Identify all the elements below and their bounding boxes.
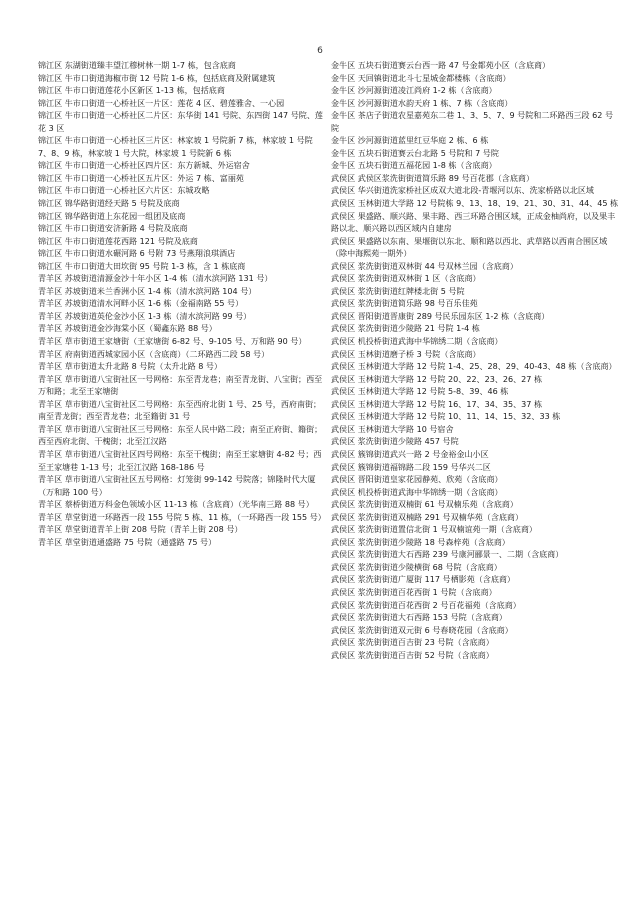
- entry: 武侯区 浆洗街街道双林街 44 号双林兰园（含底商）: [331, 261, 518, 271]
- entry: 锦江区 牛市口街道一心桥社区三片区：林家坡 1 号院新 7 栋，林家坡 1 号院 7、8、9 栋，林家坡 1 号大院，林家坡 1 号院新 6 栋: [38, 136, 313, 158]
- entry: 青羊区 苏坡街道清源金沙十年小区 1-4 栋（清水滨河路 131 号）: [38, 274, 273, 284]
- entry: 青羊区 草市街道王家塘街（王家塘街 6-82 号、9-105 号、万和路 90 号）: [38, 337, 307, 347]
- entry: 锦江区 锦华路街道上东花园一组团及底商: [38, 211, 186, 221]
- entry: 青羊区 苏坡街道英伦金沙小区 1-3 栋（清水滨河路 99 号）: [38, 311, 252, 321]
- entry: 武侯区 浆洗街街道百花西街 2 号百花福苑（含底商）: [331, 600, 521, 610]
- entry: 金牛区 天回镇街道北斗七星城金都楼栋（含底商）: [331, 73, 511, 83]
- entry: 青羊区 草市街道太升北路 8 号院（太升北路 8 号）: [38, 362, 222, 372]
- entry: 金牛区 沙河源街道水韵天府 1 栋、7 栋（含底商）: [331, 98, 513, 108]
- entry: 武侯区 浆洗街街道少陵路 18 号森梓苑（含底商）: [331, 537, 510, 547]
- entry: 武侯区 浆洗街街道百吉街 52 号院（含底商）: [331, 650, 494, 660]
- entry: 青羊区 草市街道八宝街社区四号网格：东至干槐街；南至王家塘街 4-82 号；西至王家塘巷 1-13 号；北至江汉路 168-186 号: [38, 449, 322, 472]
- left-column: [38, 60, 328, 549]
- entry: 武侯区 玉林街道大学路 10 号宿舍: [331, 424, 454, 434]
- entry: 武侯区 浆洗街街道少陵路 457 号院: [331, 437, 459, 447]
- entry: 青羊区 草堂街道青羊上街 208 号院（青羊上街 208 号）: [38, 525, 243, 535]
- entry: 锦江区 牛市口街道安济新路 4 号院及底商: [38, 224, 188, 234]
- entry: 锦江区 牛市口街道一心桥社区六片区：东城攻略: [38, 186, 210, 196]
- entry: 武侯区 玉林街道大学路 12 号院 5-8、39、46 栋: [331, 387, 509, 397]
- entry: 金牛区 五块石街道赛云台西一路 47 号金都苑小区（含底商）: [331, 61, 551, 70]
- entry: 青羊区 府南街道西城家园小区（含底商）（二环路西二段 58 号）: [38, 349, 270, 359]
- entry: 金牛区 茶店子街道农星嘉苑东二巷 1、3、5、7、9 号院和二环路西三段 62 号院: [331, 111, 613, 133]
- entry: 锦江区 牛市口街道一心桥社区一片区：莲花 4 区、碧莲雅舍、一心园: [38, 98, 285, 108]
- entry: 武侯区 玉林街道大学路 12 号院 10、11、14、15、32、33 栋: [331, 412, 561, 422]
- entry: 锦江区 牛市口街道大田坎街 95 号院 1-3 栋，含 1 栋底商: [38, 261, 246, 271]
- entry: 青羊区 蔡桥街道万科金色领域小区 11-13 栋（含底商）（光华南三路 88 号）: [38, 500, 314, 510]
- entry: 武侯区 浆洗街街道红牌楼北街 5 号院: [331, 286, 465, 296]
- entry: 武侯区 玉林街道大学路 12 号院栋 9、13、18、19、21、30、31、44、45 栋: [331, 199, 619, 209]
- entry: 武侯区 浆洗街街道少陵路 21 号院 1-4 栋: [331, 324, 480, 334]
- entry: 锦江区 牛市口街道莲花小区新区 1-13 栋，包括底商: [38, 86, 225, 96]
- entry: 武侯区 果盛路、顺兴路、果丰路、西三环路合围区域，正成金柚尚府，以及果丰路以北、顺兴路以西区域内自建房: [331, 211, 616, 234]
- entry: 青羊区 草堂街道通盛路 75 号院（通盛路 75 号）: [38, 537, 217, 547]
- entry: 青羊区 草市街道八宝街社区五号网格：灯笼街 99-142 号院落；锦隆时代大厦（万和路 100 号）: [38, 475, 316, 497]
- entry: 武侯区 浆洗街街道双林街 1 区（含底商）: [331, 274, 481, 284]
- entry: 武侯区 簇锦街道武兴一路 2 号金裕金山小区: [331, 449, 489, 459]
- entry: 武侯区 浆洗街街道双楠路 291 号双楠华苑（含底商）: [331, 512, 524, 522]
- entry: 青羊区 苏坡街道金沙海棠小区（蜀鑫东路 88 号）: [38, 324, 217, 334]
- entry: 锦江区 牛市口街道海椒市街 12 号院 1-6 栋，包括底商及附属建筑: [38, 73, 276, 83]
- entry: 武侯区 浆洗街街道大石西路 153 号院（含底商）: [331, 613, 507, 623]
- entry: 青羊区 草市街道八宝街社区三号网格：东至人民中路二段；南至正府街、籍街；西至西府北街、干槐街；北至江汉路: [38, 424, 323, 447]
- entry: 武侯区 玉林街道磨子桥 3 号院（含底商）: [331, 349, 481, 359]
- right-column: [331, 60, 621, 662]
- entry: 武侯区 晋阳街道晋康街 289 号民乐园东区 1-2 栋（含底商）: [331, 311, 550, 321]
- entry: 锦江区 东湖街道臻丰望江穆树林一期 1-7 栋，包含底商: [38, 61, 236, 70]
- entry: 锦江区 牛市口街道一心桥社区二片区：东华街 141 号院、东四街 147 号院、莲花 3 区: [38, 111, 323, 133]
- entry: 武侯区 华兴街道洗家桥社区成双大道北段-青堰河以东、洗家桥路以北区域: [331, 186, 594, 196]
- entry: 金牛区 五块石街道赛云台北路 5 号院和 7 号院: [331, 148, 499, 158]
- entry: 武侯区 晋阳街道皇家花园静苑、欣苑（含底商）: [331, 475, 503, 485]
- entry: 武侯区 浆洗街街道双楠街 61 号双楠乐苑（含底商）: [331, 500, 518, 510]
- entry: 武侯区 玉林街道大学路 12 号院 20、22、23、26、27 栋: [331, 374, 543, 384]
- entry: 锦江区 牛市口街道莲花西路 121 号院及底商: [38, 236, 198, 246]
- entry: 青羊区 苏坡街道清水河畔小区 1-6 栋（金福南路 55 号）: [38, 299, 244, 309]
- entry: 锦江区 牛市口街道水碾河路 6 号附 73 号燕翔浪琪酒店: [38, 249, 236, 259]
- entry: 金牛区 沙河源街道凌江尚府 1-2 栋（含底商）: [331, 86, 497, 96]
- entry: 青羊区 草堂街道一环路西一段 155 号院 5 栋、11 栋，（一环路西一段 155 号）: [38, 512, 326, 522]
- entry: 武侯区 果盛路以东南、果堰街以东北、顺和路以西北、武草路以西南合围区域（除中海熙苑一期外）: [331, 236, 608, 259]
- entry: 锦江区 牛市口街道一心桥社区五片区：外运 7 栋、富丽苑: [38, 173, 244, 183]
- page-number: 6: [317, 46, 323, 56]
- entry: 武侯区 机投桥街道武海中华锦绣一期（含底商）: [331, 487, 503, 497]
- entry: 金牛区 沙河源街道蓝里红豆华庭 2 栋、6 栋: [331, 136, 489, 146]
- entry: 武侯区 浆洗街街道少陵横街 68 号院（含底商）: [331, 562, 502, 572]
- entry: 武侯区 浆洗街街道简乐路 98 号百乐佳苑: [331, 299, 478, 309]
- entry: 武侯区 浆洗街街道百花西街 1 号院（含底商）: [331, 587, 497, 597]
- entry: 武侯区 簇锦街道福锦路二段 159 号华兴二区: [331, 462, 491, 472]
- entry: 武侯区 玉林街道大学路 12 号院 1-4、25、28、29、40-43、48 栋（含底商）: [331, 362, 617, 372]
- entry: 武侯区 武侯区浆洗街街道简乐路 89 号百花郡（含底商）: [331, 173, 534, 183]
- entry: 武侯区 浆洗街街道百吉街 23 号院（含底商）: [331, 638, 494, 648]
- entry: 武侯区 机投桥街道武海中华锦绣二期（含底商）: [331, 337, 503, 347]
- entry: 金牛区 五块石街道五福花园 1-8 栋（含底商）: [331, 161, 497, 171]
- entry: 青羊区 草市街道八宝街社区一号网格：东至青龙巷；南至青龙街、八宝街；西至万和路；北至王家塘街: [38, 374, 323, 397]
- entry: 武侯区 玉林街道大学路 12 号院 16、17、34、35、37 栋: [331, 399, 543, 409]
- entry: 武侯区 浆洗街街道大石西路 239 号康河郦景一、二期（含底商）: [331, 550, 564, 560]
- entry: 青羊区 苏坡街道米兰香洲小区 1-4 栋（清水滨河路 104 号）: [38, 286, 257, 296]
- entry: 武侯区 浆洗街街道置信北街 1 号双楠谊苑一期（含底商）: [331, 525, 537, 535]
- entry: 武侯区 浆洗街街道双元街 6 号春晓花园（含底商）: [331, 625, 513, 635]
- entry: 锦江区 牛市口街道一心桥社区四片区：东方新城、外运宿舍: [38, 161, 250, 171]
- entry: 青羊区 草市街道八宝街社区二号网格：东至西府北街 1 号、25 号，西府南街；南至青龙街；西至青龙巷；北至籍街 31 号: [38, 399, 322, 422]
- entry: 锦江区 锦华路街道经天路 5 号院及底商: [38, 199, 180, 209]
- entry: 武侯区 浆洗街街道广厦街 117 号栖影苑（含底商）: [331, 575, 515, 585]
